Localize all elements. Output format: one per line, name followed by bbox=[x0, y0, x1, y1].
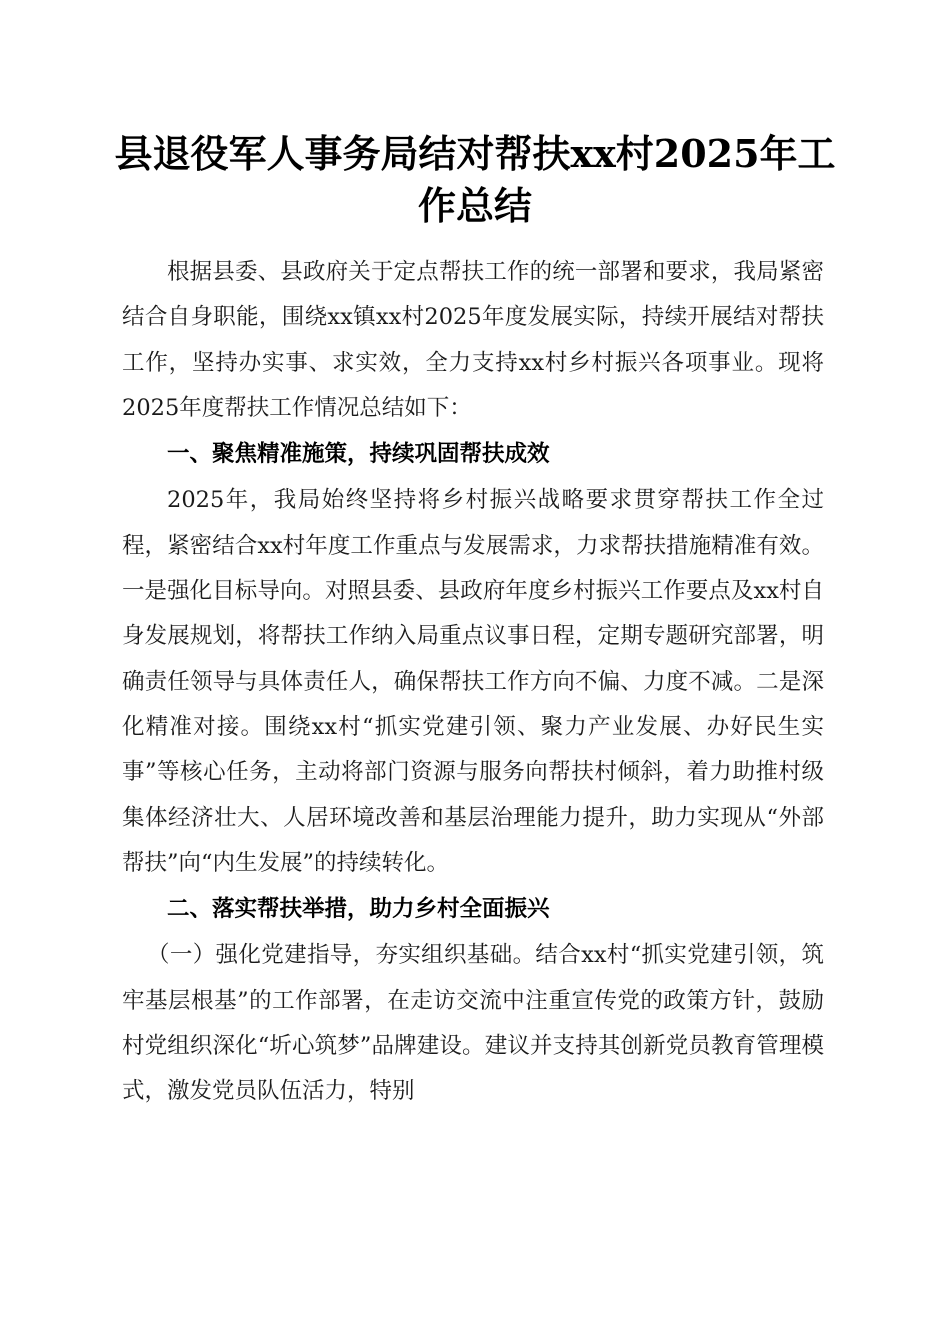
section-heading-2: 二、落实帮扶举措，助力乡村全面振兴 bbox=[167, 896, 550, 923]
section-1-paragraph: 2025年，我局始终坚持将乡村振兴战略要求贯穿帮扶工作全过程，紧密结合xx村年度工作重点与发展需求，力求帮扶措施精准有效。一是强化目标导向。对照县委、县政府年度乡村振兴工作要点及xx村自身发展规划，将帮扶工作纳入局重点议事日程，定期专题研究部署，明确责任领导与具体责任人，确保帮扶工作方向不偏、力度不减。二是深化精准对接。围绕xx村“抓实党建引领、聚力产业发展、办好民生实事”等核心任务，主动将部门资源与服务向帮扶村倾斜，着力助推村级集体经济壮大、人居环境改善和基层治理能力提升，助力实现从“外部帮扶”向“内生发展”的持续转化。 bbox=[122, 487, 824, 876]
section-heading-1: 一、聚焦精准施策，持续巩固帮扶成效 bbox=[167, 441, 550, 468]
document-body bbox=[122, 250, 824, 1115]
document-title: 县退役军人事务局结对帮扶xx村2025年工作总结 bbox=[114, 131, 836, 228]
intro-paragraph: 根据县委、县政府关于定点帮扶工作的统一部署和要求，我局紧密结合自身职能，围绕xx镇xx村2025年度发展实际，持续开展结对帮扶工作，坚持办实事、求实效，全力支持xx村乡村振兴各项事业。现将2025年度帮扶工作情况总结如下： bbox=[122, 259, 824, 421]
subsection-1-paragraph: （一）强化党建指导，夯实组织基础。结合xx村“抓实党建引领，筑牢基层根基”的工作部署，在走访交流中注重宣传党的政策方针，鼓励村党组织深化“圻心筑梦”品牌建设。建议并支持其创新党员教育管理模式，激发党员队伍活力，特别 bbox=[122, 942, 824, 1105]
